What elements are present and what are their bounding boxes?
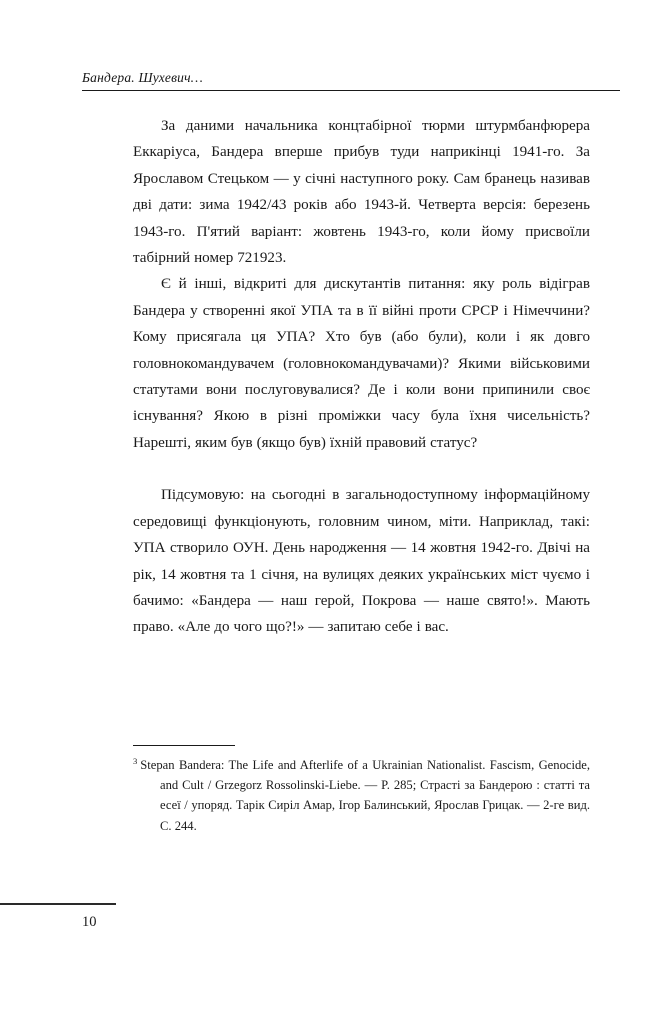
- footnote-marker: 3: [133, 755, 138, 766]
- folio-divider: [0, 903, 116, 905]
- footnote-separator: [133, 745, 235, 746]
- body-text-block: [133, 113, 590, 641]
- footnote-area: [133, 745, 590, 836]
- running-head-divider: [82, 90, 620, 91]
- body-paragraph: Є й інші, відкриті для дискутантів питання: яку роль відіграв Бандера у створенні якої УПА та в її війні проти СРСР і Німеччини? Кому присягала ця УПА? Хто був (або були), коли і як довго головнокомандувачем (головнокомандувачами)? Якими військовими статутами вони послуговувалися? Де і коли вони припинили своє існування? Якою в різні проміжки часу була їхня чисельність? Нарешті, яким був (якщо був) їхній правовий статус?: [133, 276, 590, 451]
- footnote-entry: [133, 755, 590, 836]
- body-paragraph: За даними начальника концтабірної тюрми штурмбанфюрера Еккаріуса, Бандера вперше прибув туди наприкінці 1941-го. За Ярославом Стецьком — у січні наступного року. Сам бранець називав дві дати: зима 1942/43 років або 1943-й. Четверта версія: березень 1943-го. П'ятий варіант: жовтень 1943-го, коли йому присвоїли табірний номер 721923.: [133, 118, 590, 267]
- page-number: 10: [82, 914, 97, 930]
- running-head: [82, 70, 620, 91]
- footnote-text: Stepan Bandera: The Life and Afterlife of a Ukrainian Nationalist. Fascism, Genocide, and Cult / Grzegorz Rossolinski-Liebe. — P. 285; Страсті за Бандерою : статті та есеї / упоряд. Тарік Сиріл Амар, Ігор Балинський, Ярослав Грицак. — 2-ге вид. С. 244.: [140, 758, 590, 833]
- running-head-title: Бандера. Шухевич…: [82, 70, 203, 85]
- body-paragraph: Підсумовую: на сьогодні в загальнодоступному інформаційному середовищі функціонують, головним чином, міти. Наприклад, такі: УПА створило ОУН. День народження — 14 жовтня 1942-го. Двічі на рік, 14 жовтня та 1 січня, на вулицях деяких українських міст чуємо і бачимо: «Бандера — наш герой, Покрова — наше свято!». Мають право. «Але до чого що?!» — запитаю себе і вас.: [133, 487, 590, 636]
